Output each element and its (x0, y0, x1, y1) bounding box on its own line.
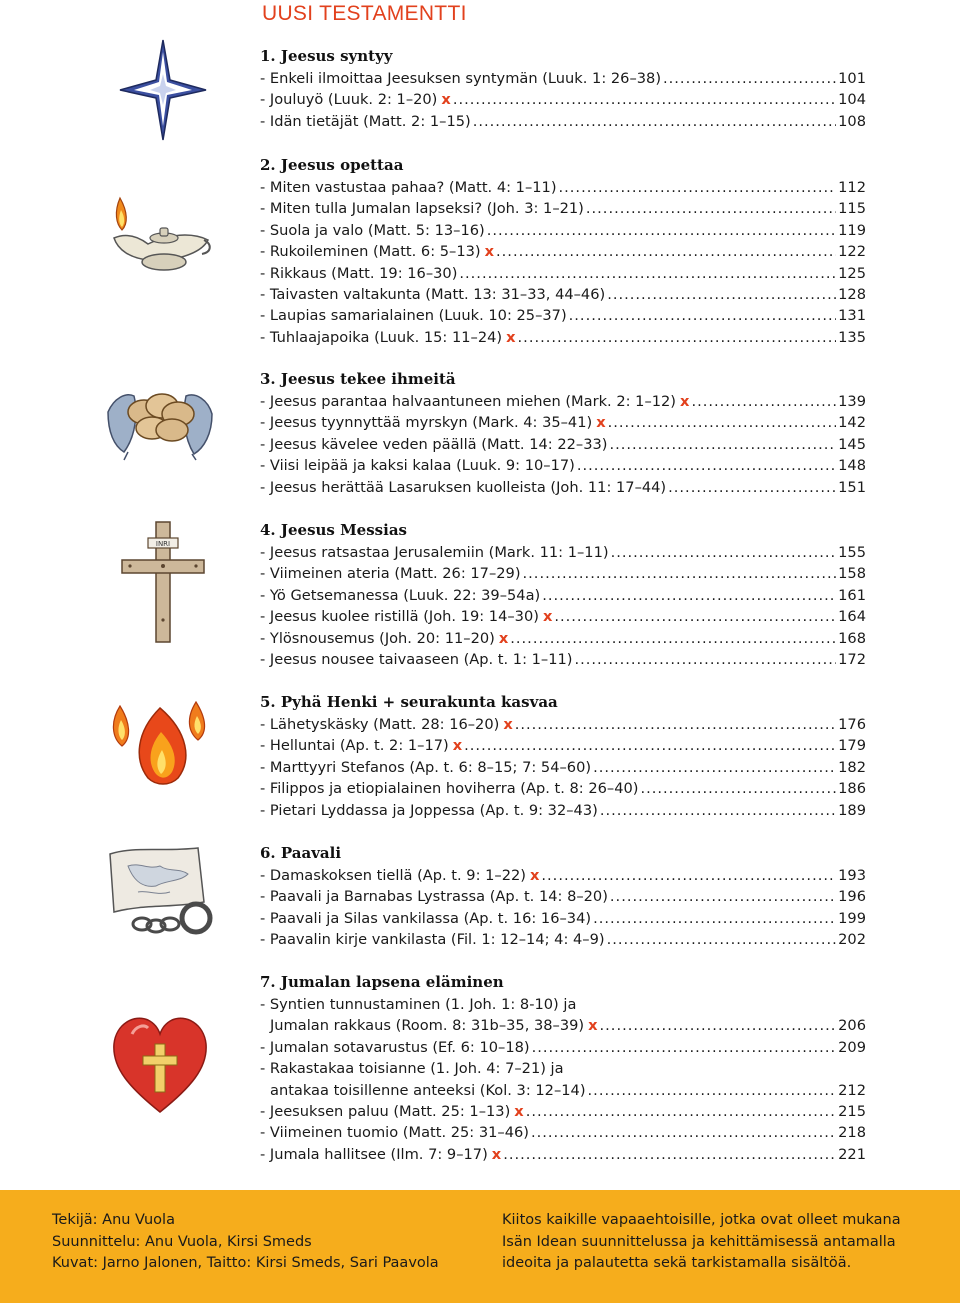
list-item (260, 68, 866, 89)
thanks-line: Isän Idean suunnittelussa ja kehittämisessä antamalla (502, 1233, 896, 1250)
credit-line: Suunnittelu: Anu Vuola, Kirsi Smeds (52, 1233, 312, 1250)
page-number: 193 (838, 867, 866, 884)
entry-text: - Damaskoksen tiellä (Ap. t. 9: 1–22) (260, 867, 526, 884)
list-item (260, 327, 866, 348)
page-number: 189 (838, 801, 866, 819)
entry-text: - Paavalin kirje vankilasta (Fil. 1: 12–14; 4: 4–9) (260, 931, 605, 949)
page-number: 215 (838, 1102, 866, 1120)
activity-mark: x (680, 393, 690, 410)
entry-text: - Tuhlaajapoika (Luuk. 15: 11–24) (260, 328, 503, 346)
flames-icon (106, 698, 216, 788)
entry-text: - Jeesus kuolee ristillä (Joh. 19: 14–30) (260, 608, 539, 626)
section-jeesus-opettaa (260, 154, 866, 348)
page-number: 209 (838, 1038, 866, 1056)
entry-text: - Rikkaus (Matt. 19: 16–30) (260, 264, 458, 282)
activity-mark: x (491, 1145, 502, 1163)
list-item (260, 305, 866, 326)
oil-lamp-icon (108, 190, 212, 280)
list-item (260, 434, 866, 455)
page-number: 142 (838, 414, 866, 432)
page-number: 139 (838, 393, 866, 410)
list-item (260, 220, 866, 241)
entry-text: - Enkeli ilmoittaa Jeesuksen syntymän (Luuk. 1: 26–38) (260, 70, 662, 87)
activity-mark: x (596, 414, 606, 432)
list-item (260, 1122, 866, 1143)
credit-line: Tekijä: Anu Vuola (52, 1212, 175, 1228)
activity-mark: x (588, 1017, 598, 1035)
entry-text: - Suola ja valo (Matt. 5: 13–16) (260, 221, 485, 239)
entry-text: - Idän tietäjät (Matt. 2: 1–15) (260, 112, 471, 130)
bread-and-fish-icon (104, 376, 216, 462)
list-item (260, 455, 866, 476)
entry-text: - Helluntai (Ap. t. 2: 1–17) (260, 737, 449, 755)
section-heading: 4. Jeesus Messias (260, 521, 407, 539)
page-number: 128 (838, 285, 866, 303)
entry-text: - Paavali ja Barnabas Lystrassa (Ap. t. 14: 8–20) (260, 888, 608, 906)
activity-mark: x (441, 91, 451, 109)
star-icon (118, 38, 208, 142)
list-item (260, 111, 866, 132)
entry-text: - Jeesuksen paluu (Matt. 25: 1–13) (260, 1102, 511, 1120)
page-number: 155 (838, 544, 866, 561)
entry-text: - Jeesus parantaa halvaantuneen miehen (Mark. 2: 1–12) (260, 393, 677, 410)
page-number: 122 (838, 243, 866, 261)
entry-text: - Jeesus herättää Lasaruksen kuolleista (Joh. 11: 17–44) (260, 478, 667, 496)
page-number: 119 (838, 221, 866, 239)
cross-icon (120, 520, 206, 644)
section-pyha-henki (260, 691, 866, 821)
entry-text: - Miten vastustaa pahaa? (Matt. 4: 1–11) (260, 179, 557, 196)
section-heading: 5. Pyhä Henki + seurakunta kasvaa (260, 693, 558, 711)
list-item (260, 628, 866, 649)
entry-text: antakaa toisillenne anteeksi (Kol. 3: 12–14) (270, 1081, 586, 1099)
page-number: 218 (838, 1124, 866, 1142)
list-item (260, 263, 866, 284)
page-number: 101 (838, 70, 866, 87)
thanks-line: Kiitos kaikille vapaaehtoisille, jotka ovat olleet mukana (502, 1212, 901, 1228)
page-number: 161 (838, 586, 866, 604)
activity-mark: x (498, 629, 509, 647)
list-item (260, 606, 866, 627)
list-item (260, 1058, 866, 1079)
list-item (260, 198, 866, 219)
thanks-line: ideoita ja palautetta sekä tarkistamalla sisältöä. (502, 1255, 852, 1271)
entry-text: - Jeesus ratsastaa Jerusalemiin (Mark. 11: 1–11) (260, 544, 609, 561)
entry-text: - Laupias samarialainen (Luuk. 10: 25–37) (260, 307, 567, 325)
entry-text: - Rakastakaa toisianne (1. Joh. 4: 7–21) ja (260, 1060, 564, 1078)
page-number: 212 (838, 1081, 866, 1099)
list-item (260, 649, 866, 670)
entry-text: - Jeesus kävelee veden päällä (Matt. 14: 22–33) (260, 435, 608, 453)
page-number: 115 (838, 200, 866, 218)
page-number: 221 (838, 1145, 866, 1163)
entry-text: - Viimeinen tuomio (Matt. 25: 31–46) (260, 1124, 529, 1142)
entry-text: - Jeesus nousee taivaaseen (Ap. t. 1: 1–11) (260, 650, 573, 668)
entry-text: - Marttyyri Stefanos (Ap. t. 6: 8–15; 7: 54–60) (260, 758, 592, 776)
svg-text:INRI: INRI (155, 540, 171, 548)
page-number: 179 (838, 737, 866, 755)
entry-text: - Jumala hallitsee (Ilm. 7: 9–17) (260, 1145, 488, 1163)
list-item (260, 778, 866, 799)
list-item (260, 865, 866, 886)
page-number: 145 (838, 435, 866, 453)
section-jeesus-syntyy (260, 45, 866, 132)
list-item (260, 1101, 866, 1122)
footer (0, 1190, 960, 1303)
activity-mark: x (542, 608, 553, 626)
acknowledgements (502, 1210, 901, 1275)
section-heading: 6. Paavali (260, 844, 342, 862)
list-item (260, 735, 866, 756)
page-number: 186 (838, 780, 866, 798)
page-number: 196 (838, 888, 866, 906)
entry-text: - Ylösnousemus (Joh. 20: 11–20) (260, 629, 495, 647)
list-item (260, 1144, 866, 1165)
activity-mark: x (514, 1102, 524, 1120)
entry-text: - Filippos ja etiopialainen hoviherra (Ap. t. 8: 26–40) (260, 780, 639, 798)
page-number: 125 (838, 264, 866, 282)
page-number: 176 (838, 716, 866, 733)
list-item (260, 177, 866, 198)
page-number: 202 (838, 931, 866, 949)
page-number: 168 (838, 629, 866, 647)
list-item (260, 1037, 866, 1058)
page-number: 151 (838, 478, 866, 496)
entry-text: - Syntien tunnustaminen (1. Joh. 1: 8-10) ja (260, 996, 577, 1013)
list-item (260, 908, 866, 929)
map-and-chain-icon (104, 842, 216, 942)
section-heading: 1. Jeesus syntyy (260, 47, 393, 65)
list-item (260, 1015, 866, 1036)
list-item (260, 89, 866, 110)
entry-text: - Yö Getsemanessa (Luuk. 22: 39–54a) (260, 586, 541, 604)
section-jeesus-messias (260, 519, 866, 670)
page-number: 104 (838, 91, 866, 109)
entry-text: - Taivasten valtakunta (Matt. 13: 31–33, 44–46) (260, 285, 606, 303)
section-paavali (260, 842, 866, 951)
page-number: 172 (838, 650, 866, 668)
activity-mark: x (484, 243, 495, 261)
section-heading: 2. Jeesus opettaa (260, 156, 404, 174)
entry-text: - Jouluyö (Luuk. 2: 1–20) (260, 91, 438, 109)
list-item (260, 542, 866, 563)
page-number: 158 (838, 565, 866, 583)
entry-text: - Viisi leipää ja kaksi kalaa (Luuk. 9: 10–17) (260, 457, 575, 475)
entry-text: - Lähetyskäsky (Matt. 28: 16–20) (260, 716, 500, 733)
credit-line: Kuvat: Jarno Jalonen, Taitto: Kirsi Smeds, Sari Paavola (52, 1255, 439, 1271)
activity-mark: x (529, 867, 540, 884)
list-item (260, 1080, 866, 1101)
list-item (260, 585, 866, 606)
page-number: 135 (838, 328, 866, 346)
page-number: 199 (838, 909, 866, 927)
entry-text: - Rukoileminen (Matt. 6: 5–13) (260, 243, 481, 261)
list-item (260, 477, 866, 498)
section-heading: 3. Jeesus tekee ihmeitä (260, 370, 456, 388)
list-item (260, 284, 866, 305)
activity-mark: x (452, 737, 463, 755)
heart-cross-icon (110, 1010, 210, 1116)
page-number: 164 (838, 608, 866, 626)
entry-text: - Pietari Lyddassa ja Joppessa (Ap. t. 9: 32–43) (260, 801, 598, 819)
section-jumalan-lapsena (260, 971, 866, 1165)
list-item (260, 241, 866, 262)
list-item (260, 994, 866, 1015)
list-item (260, 929, 866, 950)
list-item (260, 757, 866, 778)
list-item (260, 886, 866, 907)
list-item (260, 412, 866, 433)
entry-text: - Jeesus tyynnyttää myrskyn (Mark. 4: 35–41) (260, 414, 593, 432)
page-number: 206 (838, 1017, 866, 1035)
page-number: 112 (838, 179, 866, 196)
list-item (260, 391, 866, 412)
credits (52, 1210, 439, 1275)
section-heading: 7. Jumalan lapsena eläminen (260, 973, 504, 991)
page-number: 108 (838, 112, 866, 130)
entry-text: Jumalan rakkaus (Room. 8: 31b–35, 38–39) (270, 1017, 585, 1035)
activity-mark: x (506, 328, 516, 346)
page-number: 182 (838, 758, 866, 776)
page-title: UUSI TESTAMENTTI (262, 2, 467, 25)
page-number: 148 (838, 457, 866, 475)
entry-text: - Paavali ja Silas vankilassa (Ap. t. 16: 16–34) (260, 909, 592, 927)
entry-text: - Miten tulla Jumalan lapseksi? (Joh. 3: 1–21) (260, 200, 584, 218)
page-number: 131 (838, 307, 866, 325)
activity-mark: x (503, 716, 513, 733)
list-item (260, 800, 866, 821)
entry-text: - Viimeinen ateria (Matt. 26: 17–29) (260, 565, 521, 583)
entry-text: - Jumalan sotavarustus (Ef. 6: 10–18) (260, 1038, 530, 1056)
section-jeesus-tekee-ihmeita (260, 368, 866, 498)
list-item (260, 714, 866, 735)
list-item (260, 563, 866, 584)
